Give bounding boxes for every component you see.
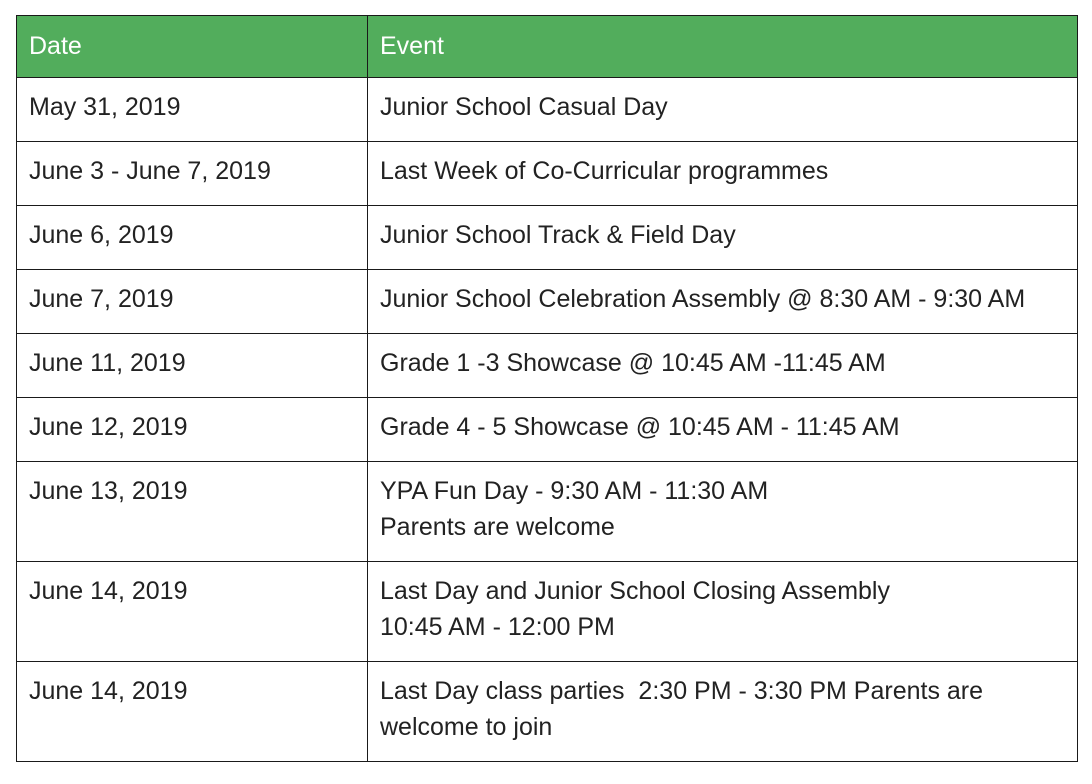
date-cell: June 14, 2019 [17,662,368,762]
date-cell: May 31, 2019 [17,78,368,142]
date-cell: June 14, 2019 [17,562,368,662]
event-cell [368,398,1078,462]
event-text: Last Day class parties 2:30 PM - 3:30 PM Parents are [380,677,984,705]
event-text: Junior School Track & Field Day [380,221,736,249]
table-row [17,562,1078,662]
event-cell [368,662,1078,762]
table-row [17,78,1078,142]
event-text: Parents are welcome [380,513,615,541]
event-text: Last Day and Junior School Closing Assembly [380,577,890,605]
date-cell: June 7, 2019 [17,270,368,334]
event-cell [368,462,1078,562]
event-text: Grade 1 -3 Showcase @ 10:45 AM -11:45 AM [380,349,886,377]
date-cell: June 11, 2019 [17,334,368,398]
date-cell: June 12, 2019 [17,398,368,462]
event-text: 10:45 AM - 12:00 PM [380,613,615,641]
date-cell: June 13, 2019 [17,462,368,562]
date-cell: June 6, 2019 [17,206,368,270]
event-text: Grade 4 - 5 Showcase @ 10:45 AM - 11:45 AM [380,413,900,441]
event-text: Junior School Celebration Assembly @ 8:30 AM - 9:30 AM [380,285,1026,313]
event-cell [368,562,1078,662]
table-row [17,270,1078,334]
event-cell [368,142,1078,206]
table-row [17,398,1078,462]
event-cell [368,206,1078,270]
event-text: Junior School Casual Day [380,93,668,121]
header-row [17,16,1078,78]
event-text: YPA Fun Day - 9:30 AM - 11:30 AM [380,477,769,505]
table-header [17,16,1078,78]
date-cell: June 3 - June 7, 2019 [17,142,368,206]
table-row [17,142,1078,206]
table-row [17,662,1078,762]
table-row [17,334,1078,398]
events-table [16,15,1078,762]
event-text: welcome to join [380,713,553,741]
event-cell [368,78,1078,142]
table-row [17,462,1078,562]
date-column-header: Date [17,16,368,78]
table-row [17,206,1078,270]
event-cell [368,270,1078,334]
event-text: Last Week of Co-Curricular programmes [380,157,829,185]
event-column-header: Event [368,16,1078,78]
table-body [17,78,1078,762]
event-cell [368,334,1078,398]
